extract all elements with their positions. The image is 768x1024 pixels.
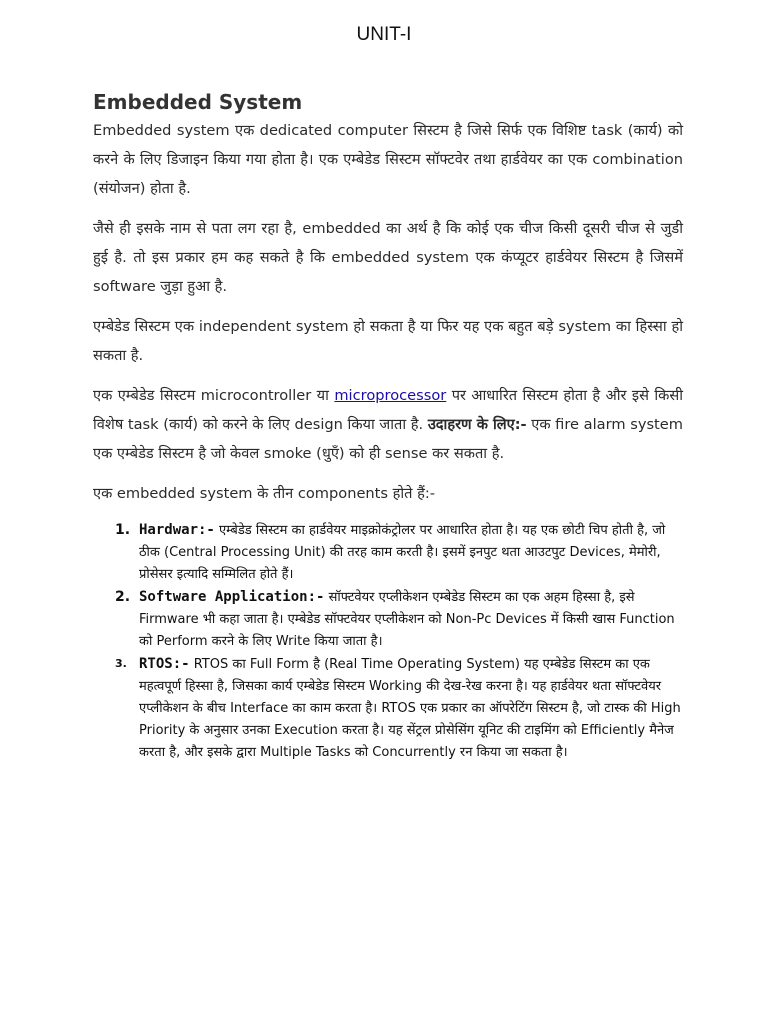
example-label: उदाहरण के लिए:- [427, 416, 527, 433]
paragraph-example-post: एक fire alarm system एक एम्बेडेड सिस्टम है जो केवल smoke (धुएँ) को ही sense कर सकता है. [93, 416, 683, 462]
list-item-software [93, 586, 683, 653]
list-number: 2. [115, 589, 131, 605]
paragraph-example-mid: पर आधारित सिस्टम होता है और इसे किसी विशेष task (कार्य) को करने के लिए design किया जाता है. [93, 387, 684, 433]
paragraph-definition: Embedded system एक dedicated computer सिस्टम है जिसे सिर्फ एक विशिष्ट task (कार्य) को करने के लिए डिजाइन किया गया होता है। एक एम्बेडेड सिस्टम सॉफ्टवेर तथा हार्डवेयर का एक combination (संयोजन) होता है. [93, 122, 683, 197]
article-title: Embedded System [93, 90, 303, 114]
microprocessor-link[interactable]: microprocessor [334, 387, 447, 404]
list-item-hardware [93, 519, 683, 586]
list-number: 3. [115, 657, 127, 670]
list-term: RTOS:- [139, 656, 190, 672]
paragraph-meaning: जैसे ही इसके नाम से पता लग रहा है, embedded का अर्थ है कि कोई एक चीज किसी दूसरी चीज से जुडी हुई है. तो इस प्रकार हम कह सकते है कि embedded system एक कंप्यूटर हार्डवेयर सिस्टम है जिसमें software जुड़ा हुआ है. [93, 220, 683, 295]
list-term: Software Application:- [139, 589, 325, 605]
paragraph-example [93, 381, 683, 468]
paragraph-example-pre: एक एम्बेडेड सिस्टम microcontroller या [93, 387, 335, 404]
list-text: सॉफ्टवेयर एप्लीकेशन एम्बेडेड सिस्टम का एक अहम हिस्सा है, इसे Firmware भी कहा जाता है। एम्बेडेड सॉफ्टवेयर एप्लीकेशन को Non-Pc Devices में किसी खास Function को Perform करने के लिए Write किया जाता है। [139, 590, 675, 649]
paragraph-independent: एम्बेडेड सिस्टम एक independent system हो सकता है या फिर यह एक बहुत बड़े system का हिस्सा हो सकता है. [93, 318, 683, 364]
components-list [93, 519, 683, 764]
list-number: 1. [115, 522, 131, 538]
list-term: Hardwar:- [139, 522, 215, 538]
document-body [93, 88, 683, 764]
unit-heading: UNIT-I [356, 24, 412, 45]
list-item-rtos [93, 653, 683, 764]
list-text: एम्बेडेड सिस्टम का हार्डवेयर माइक्रोकंट्रोलर पर आधारित होता है। यह एक छोटी चिप होती है, जो ठीक (Central Processing Unit) की तरह काम करती है। इसमें इनपुट थता आउटपुट Devices, मेमोरी, प्रोसेसर इत्यादि सम्मिलित होते हैं। [139, 523, 666, 582]
list-text: RTOS का Full Form है (Real Time Operating System) यह एम्बेडेड सिस्टम का एक महत्वपूर्ण हिस्सा है, जिसका कार्य एम्बेडेड सिस्टम Working की देख-रेख करना है। यह हार्डवेयर थता सॉफ्टवेयर एप्लीकेशन के बीच Interface का काम करता है। RTOS एक प्रकार का ऑपरेटिंग सिस्टम है, जो टास्क की High Priority के अनुसार उनका Execution करता है। यह सेंट्रल प्रोसेसिंग यूनिट की टाइमिंग को Efficiently मैनेज करता है, और इसके द्वारा Multiple Tasks को Concurrently रन किया जा सकता है। [139, 657, 681, 760]
paragraph-components-intro: एक embedded system के तीन components होते हैं:- [93, 485, 436, 502]
